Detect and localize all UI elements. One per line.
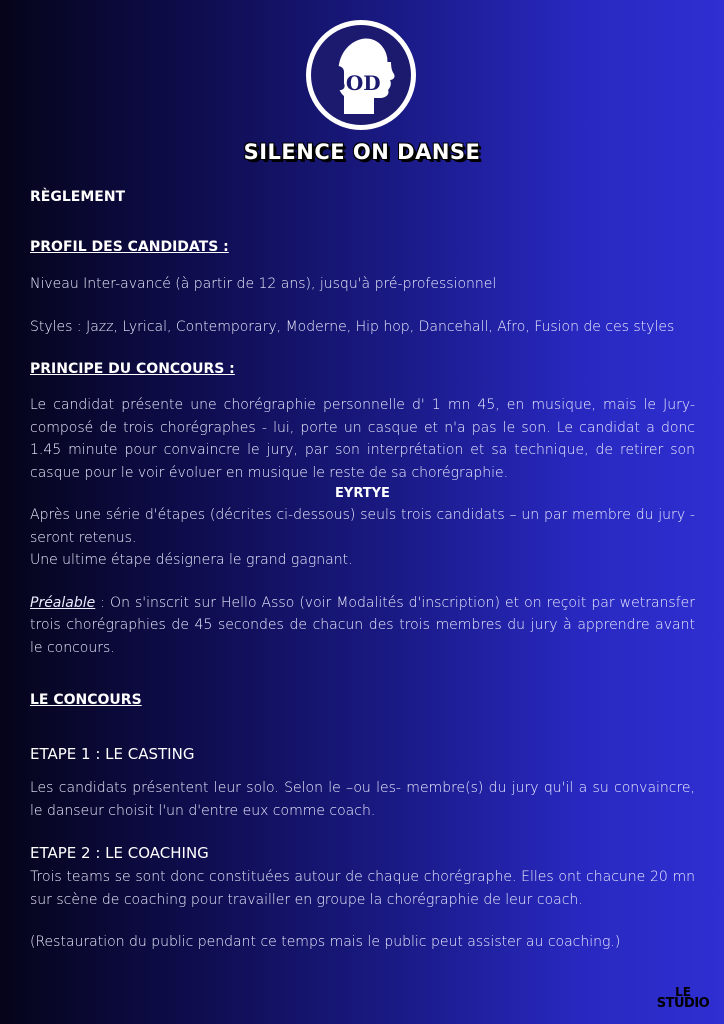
profil-heading: PROFIL DES CANDIDATS : — [30, 239, 229, 255]
footer-logo-line1: LE — [675, 985, 691, 999]
logo-initials: SOD — [331, 71, 381, 95]
principe-paragraph-3: Une ultime étape désignera le grand gagnant. — [30, 552, 353, 568]
public-note: (Restauration du public pendant ce temps mais le public peut assister au coaching.) — [30, 934, 621, 950]
principe-paragraph-1: Le candidat présente une chorégraphie personnelle d' 1 mn 45, en musique, mais le Jury- composé de trois chorégraphes - lui, porte un casque et n'a pas le son. Le candidat a donc 1.45 minute pour convaincre le jury, par son interprétation et sa technique, de retirer son casque pour le voir évoluer en musique le reste de sa chorégraphie. — [30, 397, 695, 481]
prealable-text: : On s'inscrit sur Hello Asso (voir Modalités d'inscription) et on reçoit par wetransfer trois chorégraphies de 45 secondes de chacun des trois membres du jury à apprendre avant le concours. — [30, 594, 695, 656]
etape1-heading: ETAPE 1 : LE CASTING — [30, 745, 195, 763]
profil-styles: Styles : Jazz, Lyrical, Contemporary, Moderne, Hip hop, Dancehall, Afro, Fusion de ces styles — [30, 318, 675, 335]
sod-logo — [304, 18, 418, 132]
concours-heading: LE CONCOURS — [30, 692, 142, 708]
principe-heading: PRINCIPE DU CONCOURS : — [30, 361, 235, 377]
brand-title: SILENCE ON DANSE — [243, 140, 481, 164]
rules-content — [30, 186, 695, 954]
le-studio-logo — [654, 986, 712, 1010]
principe-center-word: EYRTYE — [335, 486, 390, 501]
reglement-heading: RÈGLEMENT — [30, 189, 126, 205]
etape2-text: Trois teams se sont donc constituées autour de chaque chorégraphe. Elles ont chacune 20 mn sur scène de coaching pour travailler en groupe la chorégraphie de leur coach. — [30, 869, 695, 908]
prealable-label: Préalable — [30, 594, 96, 611]
etape2-heading: ETAPE 2 : LE COACHING — [30, 844, 209, 862]
etape1-text: Les candidats présentent leur solo. Selon le –ou les- membre(s) du jury qu'il a su convaincre, le danseur choisit l'un d'entre eux comme coach. — [30, 780, 695, 819]
profil-niveau: Niveau Inter-avancé (à partir de 12 ans), jusqu'à pré-professionnel — [30, 276, 497, 292]
principe-paragraph-2: Après une série d'étapes (décrites ci-dessous) seuls trois candidats – un par membre du jury - seront retenus. — [30, 507, 695, 546]
prealable-paragraph — [30, 592, 695, 660]
footer-logo-line2: STUDIO — [656, 996, 710, 1011]
